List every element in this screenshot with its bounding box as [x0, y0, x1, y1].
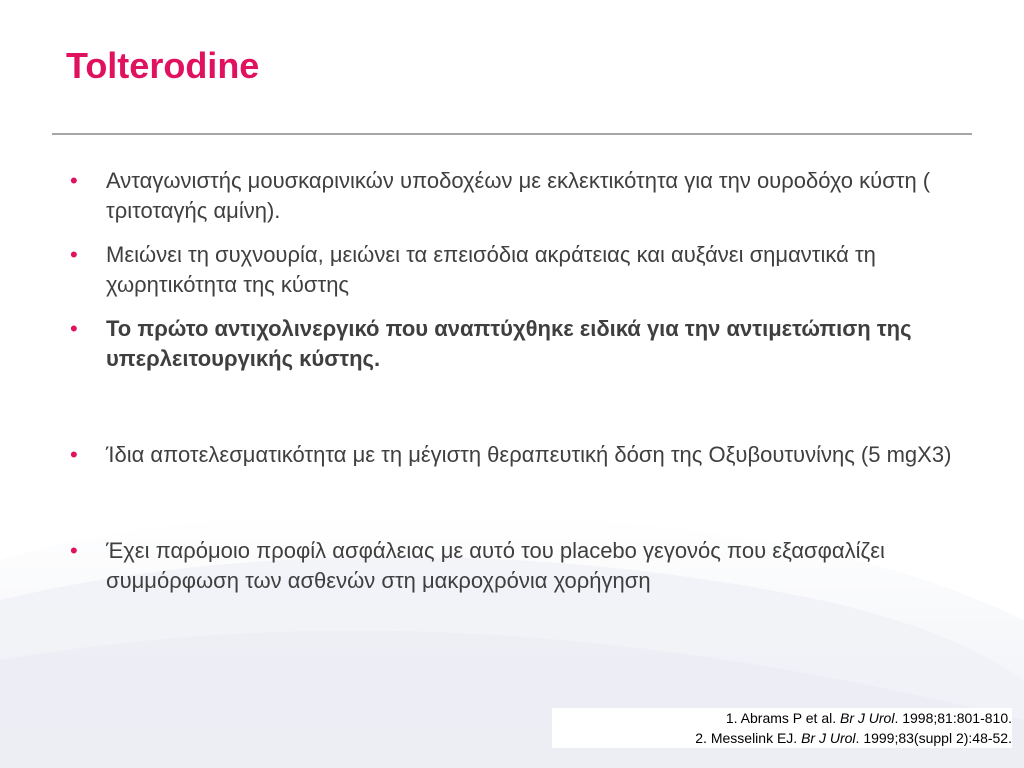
- reference-citation: . 1999;83(suppl 2):48-52.: [855, 730, 1012, 746]
- slide-title: Tolterodine: [66, 45, 260, 86]
- bullet-icon: •: [70, 538, 78, 563]
- reference-journal: Br J Urol: [801, 730, 856, 746]
- bullet-text: Ίδια αποτελεσματικότητα με τη μέγιστη θεραπευτική δόση της Οξυβουτυνίνης (5 mgX3): [106, 442, 952, 467]
- bullet-item: [70, 166, 960, 226]
- bullet-item: [70, 440, 960, 470]
- bullet-item: [70, 240, 960, 300]
- bullet-list: [70, 166, 960, 596]
- reference-line: [552, 728, 1012, 748]
- bullet-icon: •: [70, 316, 78, 341]
- bullet-icon: •: [70, 242, 78, 267]
- bullet-text: Έχει παρόμοιο προφίλ ασφάλειας με αυτό του placebo γεγονός που εξασφαλίζει συμμόρφωση των ασθενών στη μακροχρόνια χορήγηση: [106, 538, 885, 593]
- reference-journal: Br J Urol: [840, 710, 895, 726]
- reference-authors: 1. Abrams P et al.: [725, 710, 840, 726]
- bullet-icon: •: [70, 442, 78, 467]
- references-block: [552, 708, 1012, 748]
- reference-line: [552, 708, 1012, 728]
- bullet-item: [70, 536, 960, 596]
- bullet-icon: •: [70, 168, 78, 193]
- bullet-text: Ανταγωνιστής μουσκαρινικών υποδοχέων με εκλεκτικότητα για την ουροδόχο κύστη ( τριτοταγής αμίνη).: [106, 168, 931, 223]
- bullet-item: [70, 314, 960, 374]
- reference-authors: 2. Messelink EJ.: [695, 730, 802, 746]
- title-divider: [52, 133, 972, 135]
- bullet-text: Μειώνει τη συχνουρία, μειώνει τα επεισόδια ακράτειας και αυξάνει σημαντικά τη χωρητικότητα της κύστης: [106, 242, 876, 297]
- bullet-text-emphasis: Το πρώτο αντιχολινεργικό που αναπτύχθηκε ειδικά για την αντιμετώπιση της υπερλειτουργικής κύστης.: [106, 316, 912, 371]
- reference-citation: . 1998;81:801-810.: [894, 710, 1012, 726]
